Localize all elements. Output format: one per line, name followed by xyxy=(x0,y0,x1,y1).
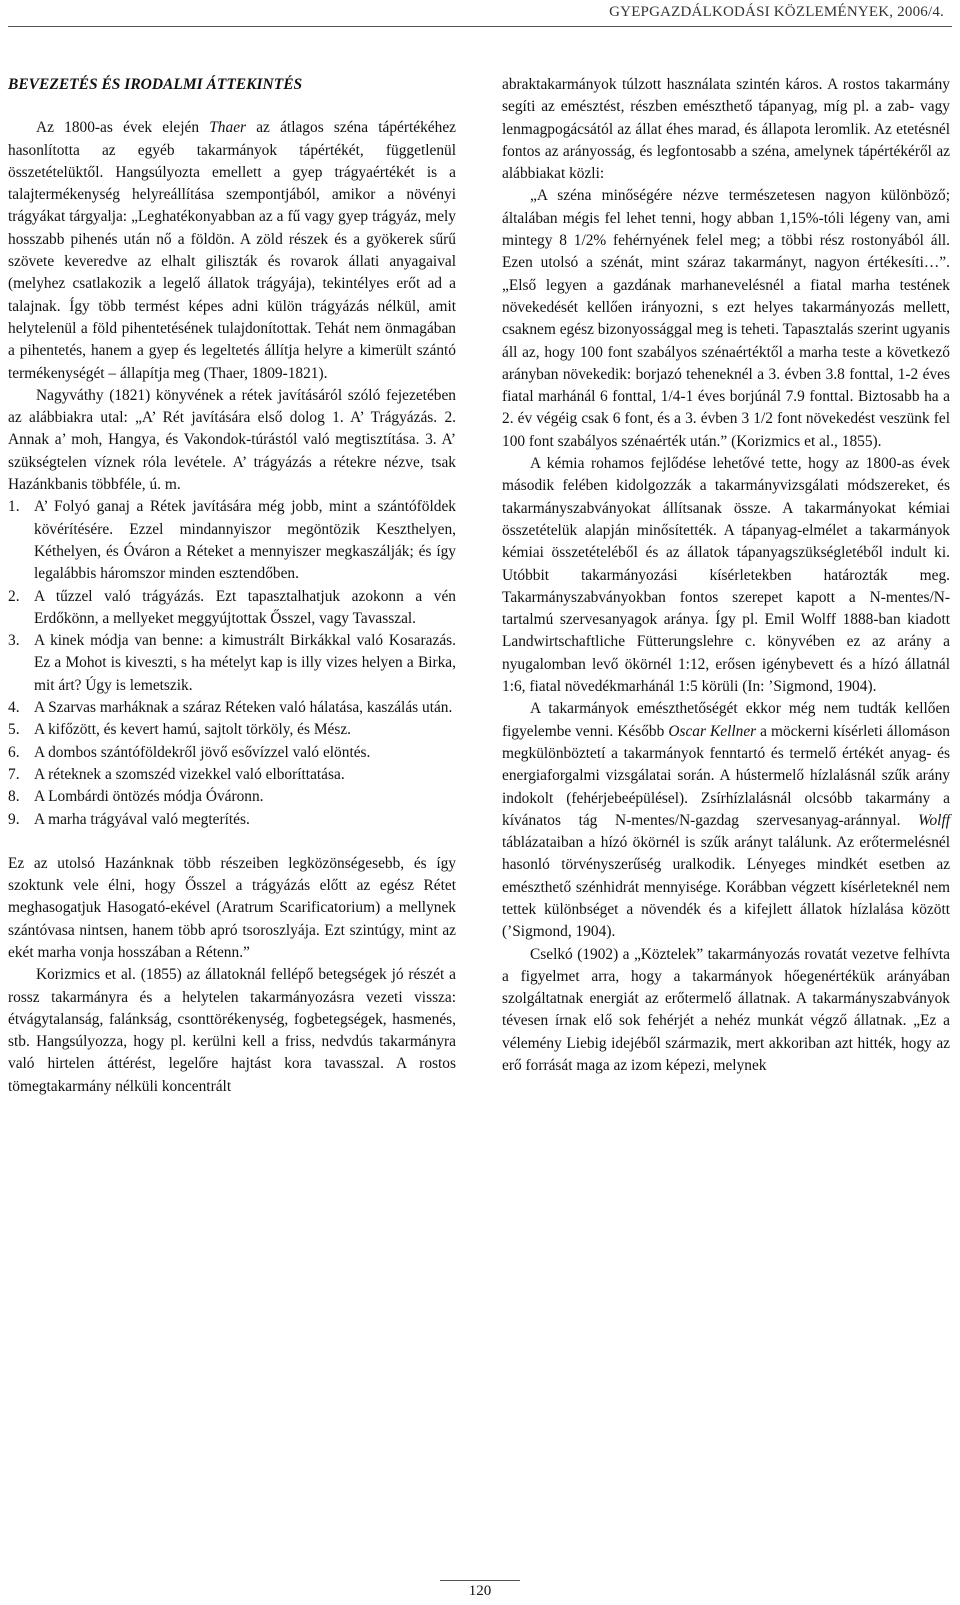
author-name: Wolff xyxy=(918,811,950,829)
list-text: A Lombárdi öntözés módja Óváronn. xyxy=(34,788,264,806)
text-span: táblázataiban a hízó ökörnél is szűk arányt találunk. Az erőtermelésnél hasonló törvényszerűség uralkodik. Lényeges mindkét esetben az emészthető szénhidrát mennyisége. Korábban végzett kísérleteknél nem tettek különbséget a növendék és a kifejlett állatok hízlalása között (’Sigmond, 1904). xyxy=(502,834,950,941)
header-rule xyxy=(8,26,952,27)
paragraph: Nagyváthy (1821) könyvének a rétek javításáról szóló fejezetében az alábbiakra utal: „A’ Rét javítására első dolog 1. A’ Trágyázás. 2. Annak a’ moh, Hangya, és Vakondok-túrástól való megtisztítása. 3. A’ szükségtelen víznek róla levétele. A’ trágyázás a rétekre nézve, tsak Hazánkbanis többféle, ú. m. xyxy=(8,386,456,494)
paragraph: A kémia rohamos fejlődése lehetővé tette, hogy az 1800-as évek második felében kidolgozzák a takarmányvizsgálati módszereket, és takarmányszabványokat állítsanak össze. A takarmányokat kémiai összetételük alapján minősítették. A tápanyag-elmélet a takarmányok kémiai összetételéből és az állatok tápanyagszükségletéből indult ki. Utóbbit takarmányozási kísérletekben határozták meg. Takarmányszabványokban fontos szerepet kapott a N-mentes/N-tartalmú szervesanyagok aránya. Így pl. Emil Wolff 1888-ban kiadott Landwirtschaftliche Fütterungslehre c. könyvében ez az arány a nyugalomban levő ökörnél 1:12, erősen igénybevett és a hízó állatnál 1:6, fiatal növedékmarhánál 1:5 körüli (In: ’Sigmond, 1904). xyxy=(502,455,950,696)
author-name: Oscar Kellner xyxy=(668,722,757,740)
list-number: 4. xyxy=(8,699,20,717)
fertilization-list xyxy=(8,496,456,830)
list-item xyxy=(8,764,456,786)
paragraph xyxy=(8,117,456,385)
list-number: 8. xyxy=(8,788,20,806)
paragraph xyxy=(502,698,950,943)
author-name: Thaer xyxy=(209,119,247,137)
journal-header: GYEPGAZDÁLKODÁSI KÖZLEMÉNYEK, 2006/4. xyxy=(609,4,944,20)
text-span: az átlagos széna tápértékéhez hasonlította az egyéb takarmányok tápértékét, függetlenül összetételüktől. Hangsúlyozta emellett a gyep trágyaértékét is a talajtermékenység helyreállítása szempontjából, amikor a növényi trágyákat tárgyalja: „Leghatékonyabban az a fű vagy gyep trágyáz, mely hosszabb pihenés után nő a földön. A zöld részek és a gyökerek sűrű szövete keveredve az elhalt giliszták és rovarok állati anyagaival (melyhez csatlakozik a legelő állatok trágyája), tekintélyes erőt ad a talajnak. Így több termést képes adni külön trágyázás nélkül, amit helytelenül a föld pihentetésének tulajdonítottak. Tehát nem önmagában a pihentetés, hanem a gyep és legeltetés állítja helyre a kimerült szántó termékenységét – állapítja meg (Thaer, 1809-1821). xyxy=(8,119,456,382)
page-number: 120 xyxy=(468,1583,492,1599)
list-number: 3. xyxy=(8,632,20,650)
list-text: A dombos szántóföldekről jövő esővízzel való elöntés. xyxy=(34,743,371,761)
paragraph: Ez az utolsó Hazánknak több részeiben legközönségesebb, és így szoktunk vele élni, hogy Ősszel a trágyázás előtt az egész Rétet meghasogatjuk Hasogató-ekével (Aratrum Scarificatorium) a mellynek szántóvasa nintsen, hanem több apró tsoroszlyája. Ezt szintúgy, mint az ekét marha vonja hosszában a Rétenn.” xyxy=(8,854,456,961)
section-title: BEVEZETÉS ÉS IRODALMI ÁTTEKINTÉS xyxy=(8,76,303,93)
right-column xyxy=(502,74,950,1077)
list-number: 2. xyxy=(8,587,20,605)
list-text: A tűzzel való trágyázás. Ezt tapasztalhatjuk azokonn a vén Erdőkönn, a mellyeket meggyújtottak Ősszel, vagy Tavasszal. xyxy=(34,587,456,627)
list-item xyxy=(8,742,456,764)
list-text: A réteknek a szomszéd vizekkel való elboríttatása. xyxy=(34,765,345,783)
text-span: a möckerni kísérleti állomáson megkülönböztetí a takarmányok fenntartó és termelő értékét anyag- és energiaforgalmi vizsgálatai során. A hústermelő hízlalásnál szűk arány indokolt (fehérjebeépülésel). Zsírhízlalásnál olcsóbb takarmány a kívánatos tág N-mentes/N-gazdag szervesanyag-aránnyal. xyxy=(502,722,950,829)
list-item xyxy=(8,786,456,808)
list-item xyxy=(8,496,456,585)
list-number: 6. xyxy=(8,743,20,761)
list-number: 5. xyxy=(8,721,20,739)
list-number: 7. xyxy=(8,765,20,783)
footer-rule xyxy=(440,1580,520,1581)
text-span: Az 1800-as évek elején xyxy=(36,119,210,137)
text-span: A takarmányok emészthetőségét ekkor még nem tudták kellően figyelembe venni. Később xyxy=(502,700,950,740)
left-column xyxy=(8,74,456,1098)
quote-paragraph: „A széna minőségére nézve természetesen nagyon különböző; általában mégis fel lehet tenni, hogy abban 1,15%-tóli légeny van, ami mintegy 8 1/2% fehérnyének felel meg; a többi rész rostonyából áll. Ezen utolsó a szénát, mint száraz takarmányt, nagyon értékesíti…”. „Első legyen a gazdának marhanevelésnél a fiatal marha testének növekedését kellően irányozni, s ezt helyes takarmányozás mellett, csaknem egész bizonyossággal meg is teheti. Tapasztalás szerint ugyanis áll az, hogy 100 font szabályos szénaértéktől a marha teste a következő arányban növekedik: borjazó teheneknél a 3. évben 3.8 fonttal, 1-2 éves fiatal marhánál 6 fonttal, 1/4-1 éves borjúnál 7.9 fonttal. Biztosabb ha a 2. év végéig csak 6 font, és a 3. évben 3 1/2 font növekedést veszünk fel 100 font szabályos szénaérték után.” (Korizmics et al., 1855). xyxy=(502,187,950,450)
list-text: A marha trágyával való megterítés. xyxy=(34,810,250,828)
list-text: A kinek módja van benne: a kimustrált Birkákkal való Kosarazás. Ez a Mohot is kiveszti, s ha mételyt kap is illy vizes helyen a Birka, mit árt? Úgy is lemetszik. xyxy=(34,632,456,694)
list-number: 9. xyxy=(8,810,20,828)
list-item xyxy=(8,586,456,631)
paragraph: abraktakarmányok túlzott használata szintén káros. A rostos takarmány segíti az emésztést, részben emészthető tápanyag, míg pl. a zab- vagy lenmagpogácsától az állat éhes marad, és állapota leromlik. Az etetésnél fontos az arányosság, és legfontosabb a széna, amelynek tápértékéről az alábbiakat közli: xyxy=(502,76,950,183)
spacer xyxy=(8,831,456,853)
list-item xyxy=(8,697,456,719)
list-item xyxy=(8,630,456,697)
list-text: A Szarvas marháknak a száraz Réteken való hálatása, kaszálás után. xyxy=(34,699,453,717)
list-text: A kifőzött, és kevert hamú, sajtolt törköly, és Mész. xyxy=(34,721,352,739)
paragraph: Korizmics et al. (1855) az állatoknál fellépő betegségek jó részét a rossz takarmányra és a helytelen takarmányozásra vezeti vissza: étvágytalanság, falánkság, csonttörékenység, fogbetegségek, hasmenés, stb. Hangsúlyozza, hogy pl. kerülni kell a friss, nedvdús takarmányra való hirtelen áttérést, legelőre hajtást kora tavasszal. A rostos tömegtakarmány nélküli koncentrált xyxy=(8,966,456,1095)
list-number: 1. xyxy=(8,498,20,516)
list-text: A’ Folyó ganaj a Rétek javítására még jobb, mint a szántóföldek kövérítésére. Ezzel mindannyiszor megöntözik Keszthelyen, Kéthelyen, és Óváron a Réteket a mennyiszer megkaszálják; és így legalábbis háromszor minden esztendőben. xyxy=(34,498,456,583)
list-item xyxy=(8,719,456,741)
paragraph: Cselkó (1902) a „Köztelek” takarmányozás rovatát vezetve felhívta a figyelmet arra, hogy a takarmányok hőegenértékük arányában szolgáltatnak energiát az erőtermelő állatnak. A takarmányszabványok tévesen írnak elő sok fehérjét a nehéz munkát végző állatnak. „Ez a vélemény Liebig idejéből származik, mert akkoriban azt hitték, hogy az erő forrását maga az izom képezi, melynek xyxy=(502,945,950,1075)
list-item xyxy=(8,809,456,831)
